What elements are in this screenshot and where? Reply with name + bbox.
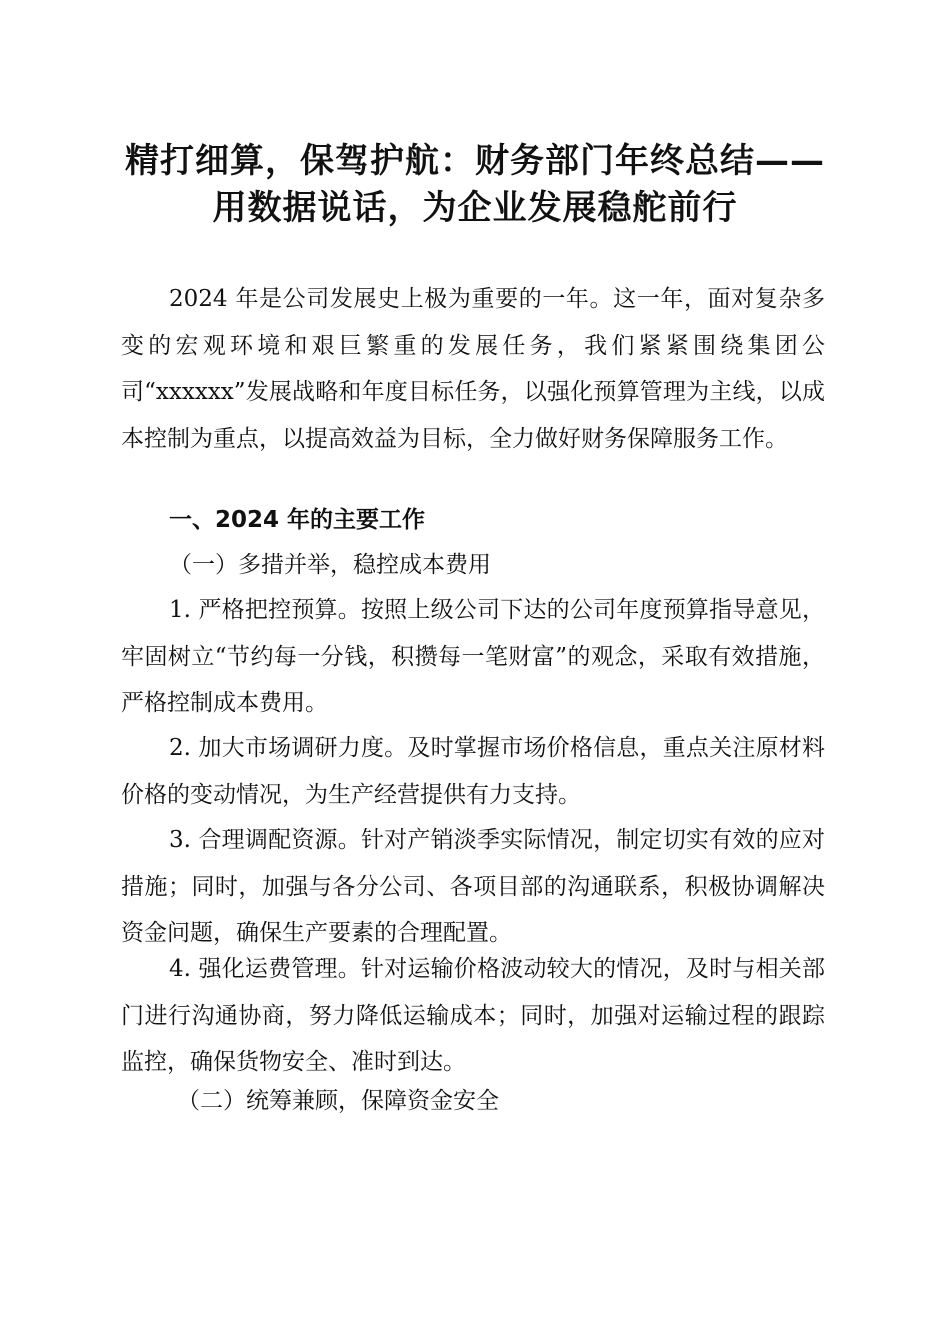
list-item: 3. 合理调配资源。针对产销淡季实际情况，制定切实有效的应对措施；同时，加强与各分公司、各项目部的沟通联系，积极协调解决资金问题，确保生产要素的合理配置。 [121,827,825,946]
list-item: 2. 加大市场调研力度。及时掌握市场价格信息，重点关注原材料价格的变动情况，为生产经营提供有力支持。 [121,735,825,808]
list-item: 1. 严格把控预算。按照上级公司下达的公司年度预算指导意见，牢固树立“节约每一分钱，积攒每一笔财富”的观念，采取有效措施，严格控制成本费用。 [121,597,825,716]
document-title-line-1: 精打细算，保驾护航：财务部门年终总结—— [125,141,825,181]
list-item: 4. 强化运费管理。针对运输价格波动较大的情况，及时与相关部门进行沟通协商，努力降低运输成本；同时，加强对运输过程的跟踪监控，确保货物安全、准时到达。 [121,956,825,1075]
section-heading: 一、2024 年的主要工作 [169,507,426,533]
document-title-line-2: 用数据说话，为企业发展稳舵前行 [212,188,738,228]
intro-paragraph: 2024 年是公司发展史上极为重要的一年。这一年，面对复杂多变的宏观环境和艰巨繁重的发展任务，我们紧紧围绕集团公司“xxxxxx”发展战略和年度目标任务，以强化预算管理为主线，以成本控制为重点，以提高效益为目标，全力做好财务保障服务工作。 [121,286,825,452]
subsection-heading: （一）多措并举，稳控成本费用 [169,552,491,578]
subsection-heading: （二）统筹兼顾，保障资金安全 [177,1088,499,1114]
